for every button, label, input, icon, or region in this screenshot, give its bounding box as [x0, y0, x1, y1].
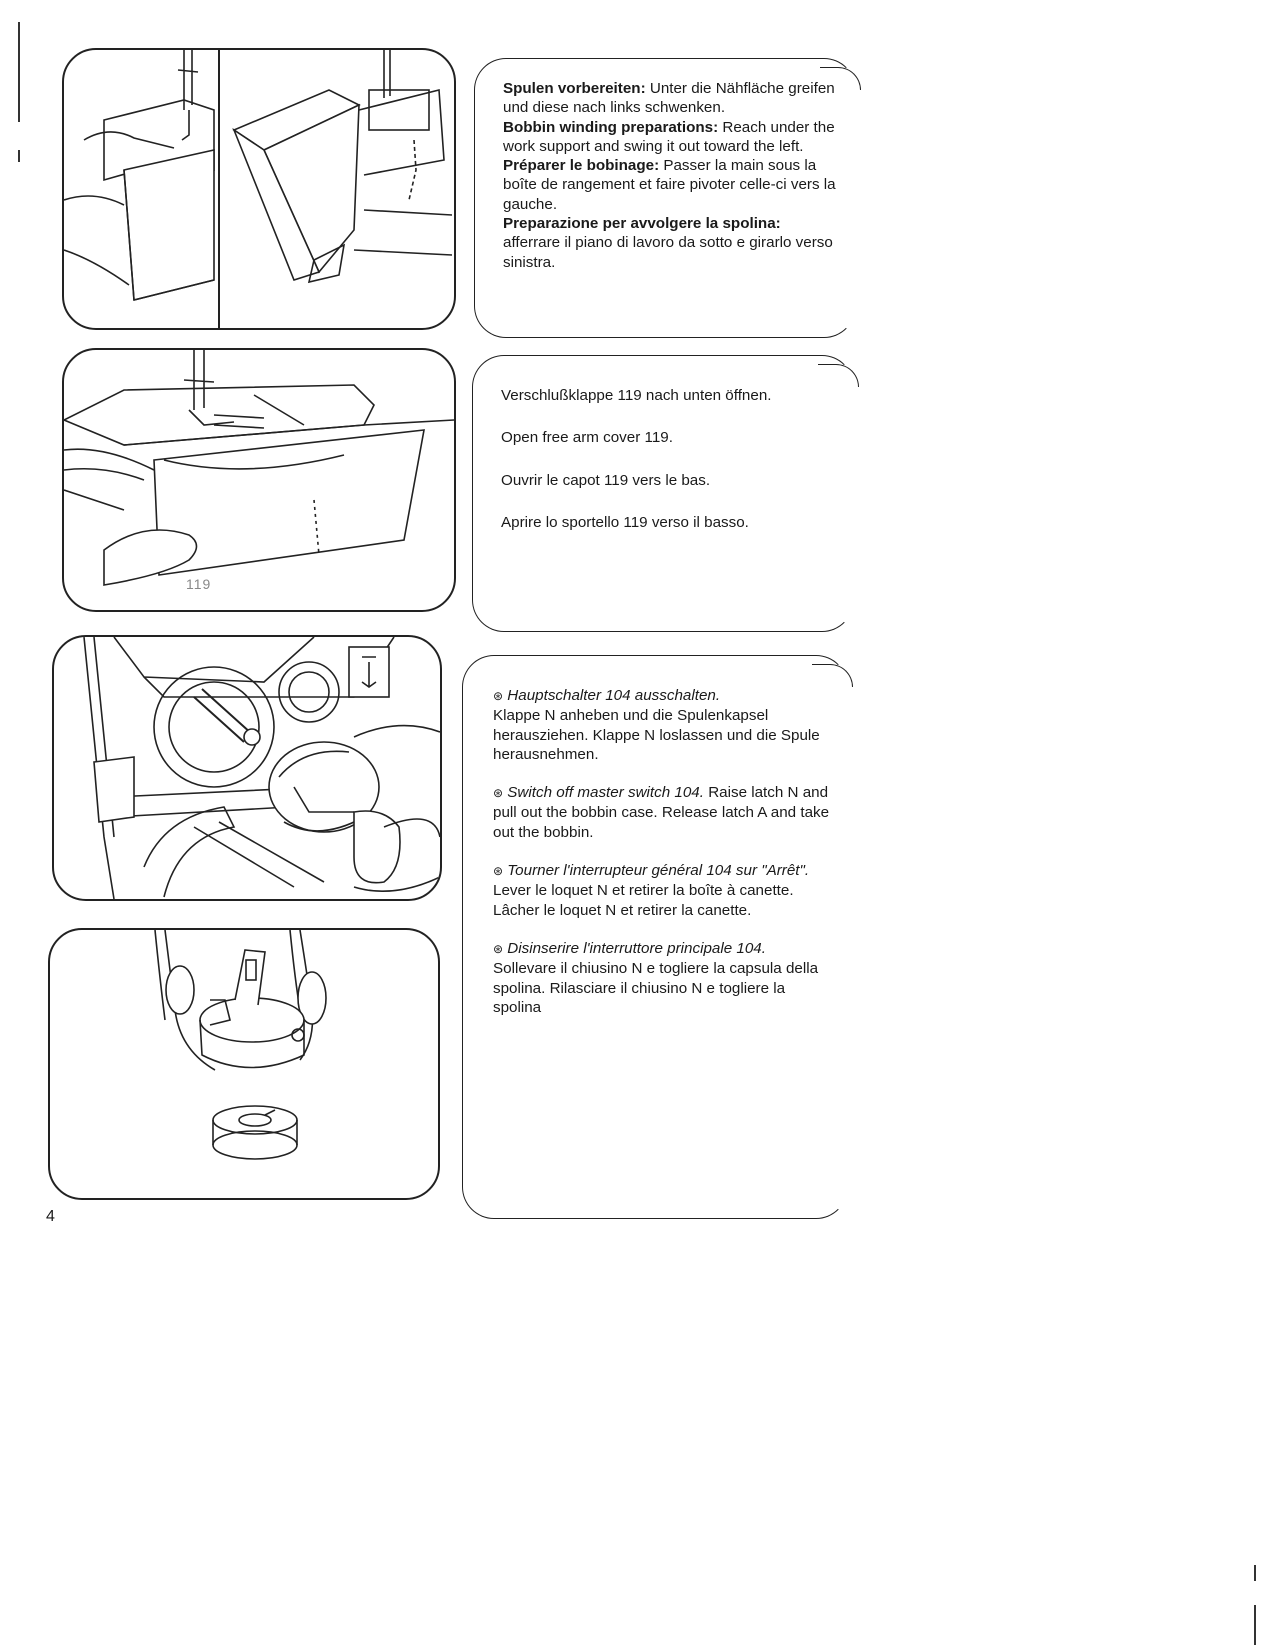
margin-mark-bottom-2	[1254, 1605, 1256, 1645]
margin-mark-small	[18, 150, 20, 162]
instruction-it: ⊛ Disinserire l'interruttore principale 104. Sollevare il chiusino N e togliere la capsula della spolina. Rilasciare il chiusino N e togliere la spolina	[493, 939, 819, 1016]
illustration-bobbin	[48, 928, 440, 1200]
margin-mark-bottom-1	[1254, 1565, 1256, 1581]
instruction-de: ⊛ Hauptschalter 104 ausschalten. Klappe N anheben und die Spulenkapsel herausziehen. Klappe N loslassen und die Spule herausnehmen.	[493, 687, 820, 763]
instruction-it: Aprire lo sportello 119 verso il basso.	[501, 513, 749, 531]
instruction-en: Bobbin winding preparations: Reach under the work support and swing it out toward the left.	[503, 118, 835, 155]
warning-symbol-icon: ⊛	[493, 786, 504, 801]
instruction-panel-bobbin-case	[462, 655, 848, 1219]
instruction-panel-work-support	[474, 58, 856, 338]
illustration-free-arm-cover	[62, 348, 456, 612]
instruction-de: Verschlußklappe 119 nach unten öffnen.	[501, 387, 772, 404]
instruction-en: Open free arm cover 119.	[501, 429, 673, 447]
page-number: 4	[46, 1208, 55, 1225]
instruction-fr: ⊛ Tourner l'interrupteur général 104 sur "Arrêt". Lever le loquet N et retirer la boîte à canette. Lâcher le loquet N et retirer la canette.	[493, 862, 810, 919]
instruction-fr: Préparer le bobinage: Passer la main sous la boîte de rangement et faire pivoter celle-ci vers la gauche.	[503, 157, 836, 213]
instruction-fr: Ouvrir le capot 119 vers le bas.	[501, 471, 711, 489]
instruction-de: Spulen vorbereiten: Unter die Nähfläche greifen und diese nach links schwenken.	[503, 80, 835, 117]
cover-number-label: 119	[186, 576, 212, 592]
illustration-work-support	[62, 48, 456, 330]
warning-symbol-icon: ⊛	[493, 941, 504, 956]
panel-corner-tail	[818, 364, 859, 387]
instruction-it: Preparazione per avvolgere la spolina: afferrare il piano di lavoro da sotto e girarlo verso sinistra.	[503, 215, 833, 271]
instruction-en: ⊛ Switch off master switch 104. Raise latch N and pull out the bobbin case. Release latch A and take out the bobbin.	[493, 784, 830, 841]
warning-symbol-icon: ⊛	[493, 864, 504, 879]
illustration-bobbin-case	[52, 635, 442, 901]
instruction-panel-free-arm-cover	[472, 355, 854, 632]
panel-corner-tail	[812, 664, 853, 687]
margin-mark-top	[18, 22, 20, 122]
warning-symbol-icon: ⊛	[493, 689, 504, 703]
